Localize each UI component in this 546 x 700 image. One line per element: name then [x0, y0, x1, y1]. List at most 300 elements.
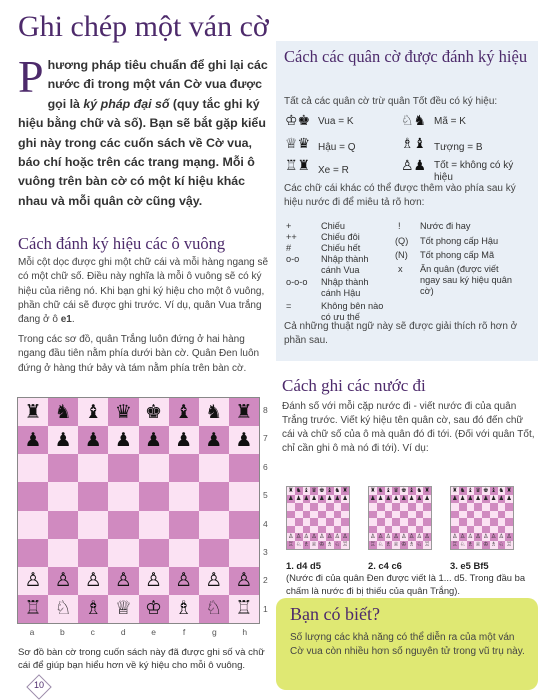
mini-square — [318, 526, 326, 534]
board-square — [108, 482, 138, 510]
file-label: a — [29, 627, 35, 637]
mini-square — [385, 503, 393, 511]
drop-cap: P — [18, 51, 44, 102]
mini-square — [287, 526, 295, 534]
mini-square: ♟ — [288, 496, 294, 502]
mini-square: ♛ — [475, 488, 481, 494]
mini-square — [310, 511, 318, 519]
rank-label: 7 — [263, 433, 268, 444]
mini-square — [423, 503, 431, 511]
board-square: ♟ — [108, 426, 138, 454]
mini-square — [474, 503, 482, 511]
mini-square: ♝ — [408, 488, 415, 494]
mini-square: ♟ — [452, 496, 458, 502]
mini-square — [400, 526, 408, 534]
mini-square: ♖ — [342, 542, 348, 548]
mini-square: ♘ — [377, 542, 384, 548]
mini-square — [341, 526, 349, 534]
board-square — [18, 482, 48, 510]
board-square: ♚ — [139, 398, 169, 426]
mini-square: ♖ — [452, 542, 458, 548]
rook-icon: ♖♜ — [285, 157, 311, 173]
mini-square: ♔ — [319, 542, 325, 548]
board-square — [199, 482, 229, 510]
mini-square — [303, 503, 311, 511]
board-square: ♗ — [78, 595, 108, 623]
board-square — [48, 454, 78, 482]
mini-square — [467, 518, 475, 526]
mini-square — [369, 518, 377, 526]
board-square — [169, 482, 199, 510]
mini-square: ♗ — [326, 542, 333, 548]
mini-square — [498, 511, 506, 519]
squares-heading: Cách đánh ký hiệu các ô vuông — [18, 234, 226, 253]
mini-square: ♙ — [459, 534, 466, 540]
board-square: ♙ — [108, 567, 138, 595]
squares-paragraph-1 — [18, 256, 270, 327]
mini-square: ♟ — [483, 496, 489, 502]
board-square — [139, 454, 169, 482]
mini-square — [482, 526, 490, 534]
mini-square: ♙ — [408, 534, 415, 540]
mini-square: ♞ — [459, 488, 466, 494]
mini-square: ♝ — [303, 488, 310, 494]
mini-square — [459, 526, 467, 534]
mini-square — [459, 503, 467, 511]
knight-symbol: Mã = K — [434, 116, 466, 127]
mini-square: ♙ — [424, 534, 430, 540]
rank-label: 3 — [263, 547, 268, 557]
board-square — [199, 511, 229, 539]
mini-square: ♟ — [377, 496, 384, 502]
board-square — [18, 539, 48, 567]
mini-square — [369, 526, 377, 534]
mini-square — [392, 503, 400, 511]
mini-square: ♟ — [490, 496, 497, 502]
mini-square: ♙ — [295, 534, 302, 540]
king-symbol: Vua = K — [318, 116, 354, 127]
mini-square — [423, 518, 431, 526]
mini-square — [326, 511, 334, 519]
mini-square: ♟ — [295, 496, 302, 502]
mini-square — [400, 503, 408, 511]
mini-square: ♕ — [393, 542, 399, 548]
mini-square: ♗ — [490, 542, 497, 548]
mini-square: ♘ — [416, 542, 423, 548]
mini-square: ♙ — [342, 534, 348, 540]
mini-square — [392, 526, 400, 534]
board-square: ♜ — [18, 398, 48, 426]
mini-square — [318, 511, 326, 519]
mini-square: ♜ — [424, 488, 430, 494]
board-square: ♙ — [199, 567, 229, 595]
board-square: ♟ — [48, 426, 78, 454]
mini-square — [451, 518, 459, 526]
pawn-icon: ♙♟ — [401, 157, 427, 173]
mini-square: ♙ — [377, 534, 384, 540]
annotations-intro: Các chữ cái khác có thể được thêm vào phía sau ký hiệu nước đi để miêu tả rõ hơn: — [284, 183, 516, 208]
mini-square — [318, 518, 326, 526]
board-square: ♙ — [139, 567, 169, 595]
annotation-text: Chiếu đôi — [321, 232, 360, 242]
mini-square: ♟ — [393, 496, 399, 502]
board-square — [18, 454, 48, 482]
annotation-text: Tốt phong cấp Hậu — [420, 236, 499, 246]
mini-square — [295, 503, 303, 511]
board-square — [78, 454, 108, 482]
board-square: ♙ — [229, 567, 259, 595]
did-you-know-heading: Bạn có biết? — [290, 604, 380, 624]
mini-square: ♜ — [342, 488, 348, 494]
mini-square: ♖ — [506, 542, 512, 548]
board-square — [108, 539, 138, 567]
annotation-text: Ăn quân (được viết ngay sau ký hiệu quân cờ) — [420, 264, 512, 297]
intro-text-b: (quy tắc ghi ký hiệu bằng chữ và số). Bạn sẽ bắt gặp kiểu ghi này trong các cuốn sách về Cờ vua, báo chí hoặc trên các trang mạng. Mỗi ô vuông trên bàn cờ có một kí hiệu khác nhau và mỗi quân cờ cũng vậy. — [18, 96, 266, 208]
board-square: ♝ — [78, 398, 108, 426]
mini-square — [385, 518, 393, 526]
mini-square — [408, 503, 416, 511]
mini-square: ♛ — [311, 488, 317, 494]
mini-square — [505, 518, 513, 526]
mini-square — [303, 526, 311, 534]
annotation-text: Nước đi hay — [420, 221, 471, 231]
mini-square: ♙ — [416, 534, 423, 540]
mini-square: ♖ — [424, 542, 430, 548]
board-square — [78, 482, 108, 510]
mini-square — [287, 503, 295, 511]
mini-square: ♙ — [475, 534, 481, 540]
board-square: ♝ — [169, 398, 199, 426]
mini-square — [423, 526, 431, 534]
mini-square: ♙ — [319, 534, 325, 540]
board-square — [199, 539, 229, 567]
pawn-symbol: Tốt = không có ký hiệu — [434, 160, 514, 183]
mini-square — [287, 518, 295, 526]
board-square — [48, 511, 78, 539]
board-square — [78, 511, 108, 539]
mini-square — [451, 503, 459, 511]
mini-square: ♟ — [467, 496, 474, 502]
mini-square — [467, 526, 475, 534]
king-icon: ♔♚ — [285, 112, 311, 128]
board-square: ♖ — [229, 595, 259, 623]
mini-square: ♞ — [498, 488, 505, 494]
annotation-text: Chiếu hết — [321, 243, 361, 253]
mini-board-2 — [368, 486, 432, 550]
mini-square — [498, 526, 506, 534]
mini-square: ♝ — [467, 488, 474, 494]
board-square: ♔ — [139, 595, 169, 623]
annotation-sym: # — [286, 243, 292, 253]
mini-square: ♙ — [334, 534, 341, 540]
board-square: ♘ — [48, 595, 78, 623]
moves-caption: (Nước đi của quân Đen được viết là 1... d5. Trong đầu ba chấm là nước đi bị thiếu của quân Trắng). — [286, 572, 526, 596]
mini-square: ♝ — [326, 488, 333, 494]
board-square — [139, 539, 169, 567]
mini-square: ♞ — [416, 488, 423, 494]
mini-square — [505, 526, 513, 534]
mini-square — [408, 518, 416, 526]
mini-square — [334, 518, 342, 526]
board-square — [169, 454, 199, 482]
mini-square — [498, 518, 506, 526]
mini-square — [459, 518, 467, 526]
mini-board-3 — [450, 486, 514, 550]
mini-square: ♞ — [377, 488, 384, 494]
board-square: ♟ — [78, 426, 108, 454]
mini-square — [326, 518, 334, 526]
mini-square: ♜ — [452, 488, 458, 494]
mini-square — [408, 511, 416, 519]
mini-square: ♕ — [475, 542, 481, 548]
mini-square: ♟ — [311, 496, 317, 502]
mini-square: ♟ — [459, 496, 466, 502]
mini-square — [318, 503, 326, 511]
board-square — [139, 482, 169, 510]
mini-square: ♘ — [334, 542, 341, 548]
board-square: ♟ — [169, 426, 199, 454]
mini-square: ♙ — [498, 534, 505, 540]
did-you-know-text: Số lượng các khả năng có thể diễn ra của một ván Cờ vua còn nhiều hơn số nguyên tử trong vũ trụ này. — [290, 632, 525, 657]
board-square — [78, 539, 108, 567]
mini-square: ♟ — [475, 496, 481, 502]
mini-square: ♟ — [342, 496, 348, 502]
mini-square: ♙ — [326, 534, 333, 540]
mini-square: ♙ — [506, 534, 512, 540]
annotation-sym: = — [286, 301, 292, 311]
mini-square — [467, 503, 475, 511]
mini-square — [334, 511, 342, 519]
mini-square: ♟ — [370, 496, 376, 502]
board-square: ♙ — [78, 567, 108, 595]
mini-square — [377, 526, 385, 534]
mini-square: ♟ — [506, 496, 512, 502]
board-square: ♟ — [199, 426, 229, 454]
mini-square: ♖ — [288, 542, 294, 548]
mini-square: ♝ — [385, 488, 392, 494]
squares-paragraph-2: Trong các sơ đồ, quân Trắng luôn đứng ở hai hàng ngang đầu tiên nằm phía dưới bàn cờ. Quân Đen luôn đứng ở hàng thứ bảy và tám nằm phía trên bàn cờ. — [18, 334, 260, 374]
mini-square — [341, 518, 349, 526]
mini-board-1 — [286, 486, 350, 550]
mini-square — [341, 511, 349, 519]
mini-square — [474, 511, 482, 519]
mini-square — [490, 503, 498, 511]
mini-square — [451, 511, 459, 519]
board-square: ♟ — [229, 426, 259, 454]
board-square — [108, 511, 138, 539]
board-square: ♟ — [18, 426, 48, 454]
mini-square — [400, 511, 408, 519]
annotation-sym: x — [398, 264, 403, 274]
page-title: Ghi chép một ván cờ — [18, 10, 269, 43]
mini-square — [303, 511, 311, 519]
mini-square: ♙ — [370, 534, 376, 540]
board-square — [229, 539, 259, 567]
mini-square — [416, 511, 424, 519]
mini-square — [482, 511, 490, 519]
mini-square — [482, 503, 490, 511]
mini-square — [369, 503, 377, 511]
mini-square — [482, 518, 490, 526]
mini-square — [505, 503, 513, 511]
board-square — [18, 511, 48, 539]
board-square: ♙ — [18, 567, 48, 595]
mini-square: ♘ — [498, 542, 505, 548]
rank-label: 5 — [263, 490, 268, 501]
file-label: f — [182, 627, 186, 637]
board-square — [229, 454, 259, 482]
rank-label: 8 — [263, 405, 268, 415]
mini-square — [459, 511, 467, 519]
annotation-text: Chiếu — [321, 221, 346, 231]
mini-square — [392, 511, 400, 519]
file-label: b — [60, 627, 65, 637]
annotation-sym: (Q) — [395, 236, 409, 246]
file-label: h — [242, 627, 248, 637]
rank-label: 1 — [263, 603, 268, 614]
bishop-symbol: Tượng = B — [434, 142, 483, 153]
moves-heading: Cách ghi các nước đi — [282, 376, 426, 395]
annotation-sym: + — [286, 221, 292, 231]
mini-square: ♙ — [385, 534, 392, 540]
board-square — [48, 539, 78, 567]
mini-square — [400, 518, 408, 526]
mini-square: ♕ — [311, 542, 317, 548]
board-square — [169, 511, 199, 539]
rook-symbol: Xe = R — [318, 165, 349, 176]
mini-square: ♗ — [467, 542, 474, 548]
mini-square — [490, 518, 498, 526]
annotation-sym: o-o — [286, 254, 300, 264]
annotations-note: Cả những thuật ngữ này sẽ được giải thích rõ hơn ở phần sau. — [284, 321, 518, 346]
annotation-sym: ++ — [286, 232, 297, 242]
mini-square — [451, 526, 459, 534]
mini-square: ♚ — [401, 488, 407, 494]
queen-symbol: Hậu = Q — [318, 142, 356, 153]
mini-square — [474, 518, 482, 526]
mini-square: ♟ — [385, 496, 392, 502]
mini-square: ♟ — [326, 496, 333, 502]
mini-square: ♞ — [295, 488, 302, 494]
mini-square: ♟ — [416, 496, 423, 502]
annotation-sym: o-o-o — [286, 277, 308, 287]
mini-square: ♗ — [385, 542, 392, 548]
mini-square: ♙ — [467, 534, 474, 540]
mini-square — [295, 526, 303, 534]
mini-square — [310, 526, 318, 534]
mini-square — [310, 518, 318, 526]
file-label: e — [151, 627, 156, 637]
mini-square — [287, 511, 295, 519]
mini-square — [498, 503, 506, 511]
mini-square — [490, 526, 498, 534]
mini-square — [303, 518, 311, 526]
symbols-intro: Tất cả các quân cờ trừ quân Tốt đều có ký hiệu: — [284, 96, 498, 107]
board-square: ♗ — [169, 595, 199, 623]
chessboard — [17, 397, 260, 624]
mini-square — [408, 526, 416, 534]
board-square: ♖ — [18, 595, 48, 623]
mini-square — [467, 511, 475, 519]
square-example: e1 — [60, 314, 72, 326]
mini-square: ♔ — [483, 542, 489, 548]
mini-square: ♘ — [295, 542, 302, 548]
board-square: ♘ — [199, 595, 229, 623]
board-square — [48, 482, 78, 510]
mini-square: ♔ — [401, 542, 407, 548]
board-square — [108, 454, 138, 482]
mini-square: ♙ — [452, 534, 458, 540]
board-square — [229, 511, 259, 539]
mini-square: ♟ — [424, 496, 430, 502]
queen-icon: ♕♛ — [285, 135, 311, 151]
mini-square — [385, 511, 393, 519]
squares-p1-text: Mỗi cột dọc được ghi một chữ cái và mỗi hàng ngang sẽ có một chữ số. Điều này nghĩa là mỗi ô vuông sẽ có ký hiệu của riêng nó. Khi bạn ghi ký hiệu cho một ô vuông, phần chữ cái sẽ được ghi trước. Ví dụ, quân Vua trắng đang ở ô — [18, 257, 269, 326]
mini-square — [326, 526, 334, 534]
annotation-text: Nhập thành cánh Vua — [321, 254, 369, 276]
board-caption: Sơ đồ bàn cờ trong cuốn sách này đã được ghi số và chữ cái để giúp bạn hiểu hơn về ký hiệu cho mỗi ô vuông. — [18, 647, 265, 671]
mini-square — [310, 503, 318, 511]
mini-square: ♙ — [288, 534, 294, 540]
annotation-text: Nhập thành cánh Hậu — [321, 277, 369, 299]
board-square: ♞ — [199, 398, 229, 426]
rank-label: 4 — [263, 518, 268, 529]
rank-label: 6 — [263, 461, 268, 472]
mini-square: ♙ — [303, 534, 310, 540]
board-square: ♞ — [48, 398, 78, 426]
annotation-text: Không bên nào có ưu thế — [321, 301, 384, 323]
mini-square: ♟ — [319, 496, 325, 502]
mini-square — [334, 526, 342, 534]
board-square — [139, 511, 169, 539]
page-number: 10 — [33, 680, 44, 690]
mini-square: ♛ — [393, 488, 399, 494]
mini-square: ♟ — [401, 496, 407, 502]
mini-square — [326, 503, 334, 511]
mini-square: ♖ — [370, 542, 376, 548]
board-square — [199, 454, 229, 482]
mini-square — [416, 503, 424, 511]
bishop-icon: ♗♝ — [401, 135, 427, 151]
mini-square: ♜ — [370, 488, 376, 494]
mini-square: ♚ — [319, 488, 325, 494]
file-label: g — [212, 627, 217, 637]
symbols-heading: Cách các quân cờ được đánh ký hiệu — [284, 47, 528, 66]
mini-square — [295, 511, 303, 519]
moves-paragraph: Đánh số với mỗi cặp nước đi - viết nước đi của quân Trắng trước. Viết ký hiệu tên quân cờ, sau đó đến chữ cái và chữ số của ô mà quân đó đi tới. (Đối với quân Tốt, chỉ cần ghi ô mà nó đi tới). Ví dụ: — [282, 401, 535, 454]
mini-square: ♙ — [401, 534, 407, 540]
board-square: ♜ — [229, 398, 259, 426]
mini-square — [490, 511, 498, 519]
mini-square: ♘ — [459, 542, 466, 548]
squares-p1-end: . — [71, 314, 75, 326]
knight-icon: ♘♞ — [401, 112, 427, 128]
mini-square: ♙ — [490, 534, 497, 540]
annotation-sym: ! — [398, 221, 401, 231]
mini-square: ♙ — [483, 534, 489, 540]
intro-text-a: hương pháp tiêu chuẩn để ghi lại các nước đi trong một ván Cờ vua được gọi là — [47, 58, 268, 111]
mini-square: ♙ — [311, 534, 317, 540]
mini-square: ♜ — [506, 488, 512, 494]
board-square: ♕ — [108, 595, 138, 623]
intro-paragraph — [18, 51, 268, 211]
intro-term: ký pháp đại số — [83, 96, 170, 111]
board-square — [229, 482, 259, 510]
move-label-2: 2. c4 c6 — [368, 560, 402, 571]
move-label-3: 3. e5 Bf5 — [450, 560, 489, 571]
mini-square: ♚ — [483, 488, 489, 494]
mini-square — [416, 518, 424, 526]
